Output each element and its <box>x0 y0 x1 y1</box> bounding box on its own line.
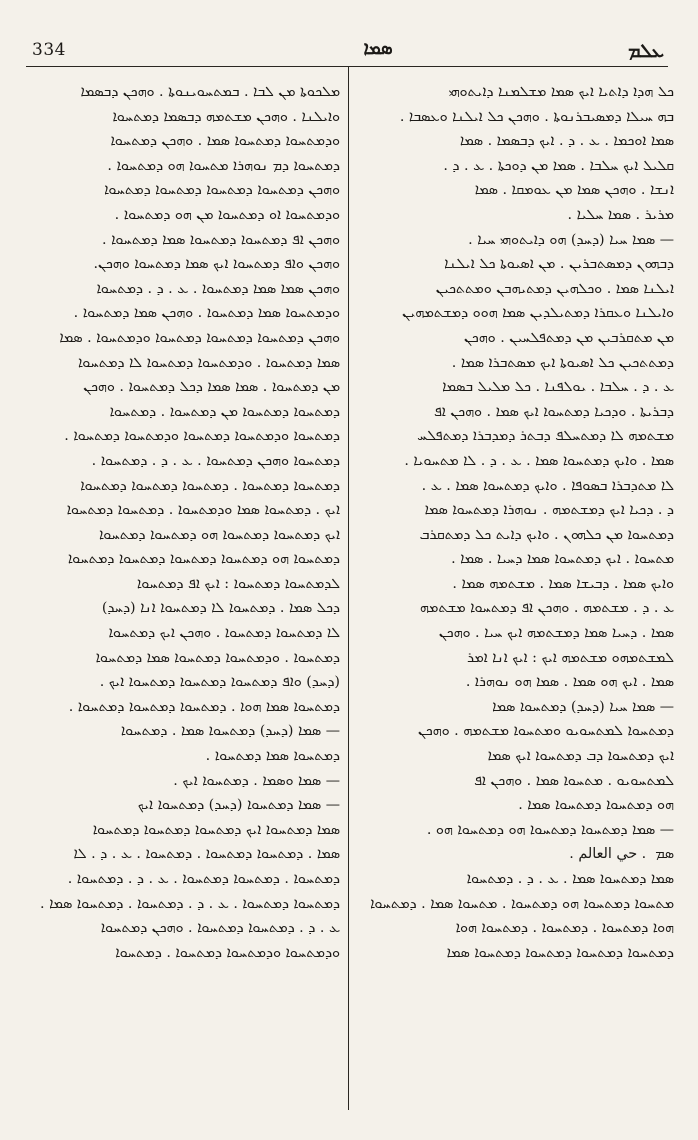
text-line: ܠܡܬܚܘܝܘ . ܡܬܚܘܐ ܣܡܐ . ܘܗܟܢ ܐܦ <box>474 772 674 789</box>
text-line: ܒܗ ܚܝܠܐ ܕܡܣܝܒܪܢܘܬܐ . ܘܗܟܢ ܟܠ ܐܝܠܢܐ ܘܥܣܒܐ . <box>399 108 674 125</box>
text-line: ܣܡܐ ܕܡܬܚܘܐ ܣܡܐ . ܥ . ܕ . ܕܡܬܚܘܐ <box>466 871 674 887</box>
text-line: ܡܫܬܡܗ ܠܐ ܕܡܬܚܠܦ ܕܒܬܪ ܕܡܕܒܪܐ ܕܡܬܦܠܚ <box>417 428 674 445</box>
text-line: ܕܡܬܚܘܐ ܣܡܐ ܗܘܐ . ܕܡܬܚܘܐ ܕܡܬܚܘܐ ܕܡܬܚܘܐ . <box>68 698 340 715</box>
text-line: — ܣܡܐ (ܕܚܕ) ܕܡܬܚܘܐ ܣܡܐ . ܕܡܬܚܘܐ <box>120 723 340 740</box>
text-line: ܡܬܚܘܐ . ܐܝܟ ܕܡܬܚܘܐ ܣܡܐ ܕܚܝܐ . ܣܡܐ . <box>451 551 674 568</box>
text-line: ܘܕܡܬܚܘܐ ܣܡܐ ܕܡܬܚܘܐ . ܘܗܟܢ ܣܡܐ ܕܡܬܚܘܐ . <box>73 305 340 322</box>
running-head <box>26 34 672 64</box>
text-line: ܣܡ ‌ . حي العالم . <box>569 846 674 863</box>
text-line: ܘܗܟܢ ܕܡܬܚܘܐ ܕܡܬܚܘܐ ܕܡܬܚܘܐ ܕܡܬܚܘܐ <box>104 182 340 199</box>
text-line: ܘܐܝܟ ܣܡܐ . ܕܒܝܫܐ ܣܡܐ . ܡܫܬܡܗ ܣܡܐ . <box>452 575 674 592</box>
text-line: ܕܡܬܚܘܐ ܘܗܟܢ ܕܡܬܚܘܐ . ܥ . ܕ . ܕܡܬܚܘܐ . <box>91 452 340 469</box>
text-line: ܡܬܚܘܐ ܕܡܬܚܘܐ ܗܘ ܕܡܬܚܘܐ . ܡܬܚܘܐ ܣܡܐ . ܕܡܬܚܘܐ <box>370 895 674 912</box>
text-line: ܣܡܐ ܕܡܬܚܘܐ ܐܝܟ ܕܡܬܚܘܐ ܕܡܬܚܘܐ ܕܡܬܚܘܐ <box>92 821 340 838</box>
text-line: ܠܐ ܡܬܕܒܪܐ ܒܣܘܦܐ . ܘܐܝܟ ܕܡܬܚܘܐ ܣܡܐ . ܥ . <box>421 477 674 494</box>
text-line: ܕܡܬܚܘܐ . ܕܡܬܚܘܐ ܕܡܬܚܘܐ . ܥ . ܕ . ܕܡܬܚܘܐ . <box>67 871 340 887</box>
text-line: ܠܐ ܕܡܬܚܘܐ ܕܡܬܚܘܐ . ܘܗܟܢ ܐܝܟ ܕܡܬܚܘܐ <box>108 625 340 642</box>
text-line: ܡܢ ܡܬܩܪܒܝܢ ܡܢ ܕܡܬܦܠܚܝܢ . ܘܗܟܢ <box>464 329 674 346</box>
text-line: ܕܒܗܘܢ ܕܡܣܬܒܪܝܢ . ܡܢ ܐܣܝܘܬܐ ܟܠ ܐܝܠܢܐ <box>444 256 674 273</box>
text-line: ܥ . ܕ . ܡܫܬܡܗ . ܘܗܟܢ ܐܦ ܕܡܬܚܘܐ ܡܫܬܡܗ <box>419 600 674 617</box>
text-line: — ܣܡܐ ܘܣܡܐ . ܕܡܬܚܘܐ ܐܝܟ . <box>173 772 340 789</box>
text-line: — ܣܡܐ ܕܡܬܚܘܐ ܕܡܬܚܘܐ ܗܘ ܕܡܬܚܘܐ ܗܘ . <box>426 821 674 838</box>
header-rule <box>26 66 668 67</box>
text-line: ܣܡܐ ܐܘܟܡܐ . ܥ . ܕ . ܐܝܟ ܕܒܣܡܐ . ܣܡܐ <box>459 133 674 150</box>
text-line: ܩܠܝܠ ܐܝܟ ܚܠܒܐ . ܣܡܐ ܡܢ ܕܘܟܬܐ . ܥ . ܕ . <box>443 157 674 174</box>
text-line: (ܕܚܕ) ܘܐܦ ܕܡܬܚܘܐ ܕܡܬܚܘܐ ܕܡܬܚܘܐ ܐܝܟ . <box>99 674 340 691</box>
text-line: ܣܡܐ ܕܡܬܚܘܐ . ܘܕܡܬܚܘܐ ܕܡܬܚܘܐ ܠܐ ܕܡܬܚܘܐ <box>77 354 340 371</box>
text-line: ܘܐܝܠܢܐ . ܘܗܟܢ ܡܫܬܡܗ ܕܒܣܡܐ ܕܡܬܚܘܐ <box>112 108 340 125</box>
text-line: ܘܗܟܢ ܣܡܐ ܣܡܐ ܕܡܬܚܘܐ . ܥ . ܕ . ܕܡܬܚܘܐ <box>96 280 340 297</box>
text-line: ܡܠܟܘܬܐ ܡܢ ܠܒܐ . ܒܡܬܚܘܝܢܘܬܐ . ܘܗܟܢ ܕܒܣܡܐ <box>80 84 340 100</box>
text-line: ܣܡܐ . ܕܚܝܐ ܣܡܐ ܕܡܫܬܡܗ ܐܝܟ ܚܝܐ . ܘܗܟܢ <box>438 625 674 642</box>
text-line: ܥ . ܕ . ܕܡܬܚܘܐ ܕܡܬܚܘܐ . ܘܗܟܢ ܕܡܬܚܘܐ <box>100 920 340 937</box>
text-line: ܕܡܬܚܘܐ ܘܕܡܬܚܘܐ ܕܡܬܚܘܐ ܘܕܡܬܚܘܐ ܕܡܬܚܘܐ . <box>64 428 340 445</box>
text-line: ܡܢ ܕܡܬܚܘܐ . ܣܡܐ ܣܡܐ ܕܟܠ ܕܡܬܚܘܐ . ܘܗܟܢ <box>83 379 340 396</box>
text-line: ܕܡܬܚܘܐ ܣܡܐ ܕܡܬܚܘܐ . <box>205 748 340 765</box>
text-line: ܣܡܐ . ܕܡܬܚܘܐ ܕܡܬܚܘܐ . ܕܡܬܚܘܐ . ܥ . ܕ . ܠܐ <box>73 846 340 863</box>
text-line: ܡܪܝܪ . ܣܡܐ ܚܠܝܐ . <box>567 206 674 223</box>
center-headword: ܣܡܐ <box>363 38 393 59</box>
text-line: ܣܡܐ . ܐܝܟ ܗܘ ܣܡܐ . ܣܡܐ ܗܘ ܢܘܗܪܐ . <box>465 674 674 691</box>
right-column <box>364 80 674 965</box>
text-line: ܘܕܡܬܚܘܐ ܐܘ ܕܡܬܚܘܐ ܡܢ ܗܘ ܕܡܬܚܘܐ . <box>114 206 340 223</box>
text-line: ܐܢܫܐ . ܘܗܟܢ ܣܡܐ ܡܢ ܥܘܡܩܐ . ܣܡܐ <box>474 182 674 199</box>
text-line: ܠܡܫܬܡܗܘ ܡܫܬܡܗ ܐܝܟ : ܐܝܟ ܐܢܐ ܐܡܪ <box>467 649 674 666</box>
text-line: — ܣܡܐ ܕܡܬܚܘܐ (ܕܚܕ) ܕܡܬܚܘܐ ܐܝܟ <box>137 797 340 814</box>
text-line: ܕܡܬܚܘܐ ܕܡ ܢܘܗܪܐ ܡܬܚܘܐ ܗܘ ܕܡܬܚܘܐ . <box>107 157 340 174</box>
text-line: ܕܡܬܚܘܐ ܕܡܬܚܘܐ . ܕܡܬܚܘܐ ܕܡܬܚܘܐ ܕܡܬܚܘܐ <box>80 477 340 494</box>
text-line: ܘܕܡܬܚܘܐ ܕܡܬܚܘܐ ܣܡܐ . ܘܗܟܢ ܕܡܬܚܘܐ <box>110 133 340 150</box>
text-line: ܕܡܬܚܘܐ . ܘܕܡܬܚܘܐ ܕܡܬܚܘܐ ܣܡܐ ܕܡܬܚܘܐ <box>95 649 340 666</box>
text-line: ܘܐܝܠܢܐ ܘܥܩܪܐ ܕܡܬܝܠܕܝܢ ܣܡܐ ܗܘܘ ܕܡܫܬܡܗܝܢ <box>402 305 674 322</box>
text-line: ܐܝܟ ܕܡܬܚܘܐ ܕܡܬܚܘܐ ܗܘ ܕܡܬܚܘܐ ܕܡܬܚܘܐ <box>98 526 340 543</box>
text-line: ܕܒܪܝܬܐ . ܘܕܟܝܐ ܕܡܬܚܘܐ ܐܝܟ ܣܡܐ . ܘܗܟܢ ܐܦ <box>433 403 674 420</box>
text-line: ܐܝܠܢܐ ܣܡܐ . ܘܟܠܗܝܢ ܕܡܬܝܗܒܢ ܘܡܬܬܟܝܢ <box>435 280 674 297</box>
text-line: ܗܘ ܕܡܬܚܘܐ ܕܡܬܚܘܐ ܣܡܐ . <box>518 797 674 814</box>
text-line: ܕܡܬܚܘܐ ܡܢ ܟܠܗܘܢ . ܘܐܝܟ ܕܐܝܬ ܟܠ ܕܡܬܩܪܒ <box>419 526 674 543</box>
text-line: ܕܡܬܚܘܐ ܕܡܬܚܘܐ . ܥ . ܕ . ܕܡܬܚܘܐ . ܕܡܬܚܘܐ ܣܡܐ . <box>40 895 340 912</box>
text-line: ܕܡܬܚܘܐ ܗܘ ܕܡܬܚܘܐ ܕܡܬܚܘܐ ܕܡܬܚܘܐ ܕܡܬܚܘܐ <box>67 551 340 568</box>
text-line: ܘܕܡܬܚܘܐ ܘܕܡܬܚܘܐ ܕܡܬܚܘܐ . ܕܡܬܚܘܐ <box>115 944 340 961</box>
text-line: ܕܡܬܚܘܐ ܠܡܬܚܘܝܘ ܘܡܬܚܘܐ ܡܫܬܡܗ . ܘܗܟܢ <box>417 723 674 740</box>
text-line: ܐܝܟ . ܕܡܬܚܘܐ ܣܡܐ ܘܕܡܬܚܘܐ . ܕܡܬܚܘܐ ܕܡܬܚܘܐ <box>66 502 340 519</box>
text-line: ܠܕܡܬܚܘܐ ܕܡܬܚܘܐ : ܐܝܟ ܐܦ ܕܡܬܚܘܐ <box>136 575 340 592</box>
right-headword: ܥܠܡ <box>628 40 664 62</box>
text-line: ܘܗܟܢ ܐܦ ܕܡܬܚܘܐ ܕܡܬܚܘܐ ܣܡܐ ܕܡܬܚܘܐ . <box>101 231 340 248</box>
left-column <box>30 80 340 965</box>
text-line: ܟܠ ܗܕܐ ܕܐܬܝܐ ܐܝܟ ܣܡܐ ܡܫܠܡܢܐ ܕܐܝܬܘܗܝ <box>448 84 674 100</box>
text-line: ܕܟܠ ܣܡܐ . ܕܡܬܚܘܐ ܠܐ ܕܡܬܚܘܐ ܐܢܐ (ܕܚܕ) <box>101 600 340 617</box>
page-number: 334 <box>32 40 66 60</box>
text-line: ܘܗܟܢ ܕܡܬܚܘܐ ܕܡܬܚܘܐ ܕܡܬܚܘܐ ܘܕܡܬܚܘܐ . ܣܡܐ <box>59 329 340 346</box>
text-line: ܘܗܟܢ ܘܐܦ ܕܡܬܚܘܐ ܐܝܟ ܣܡܐ ܕܡܬܚܘܐ ܘܗܟܢ. <box>93 256 340 273</box>
column-divider <box>348 66 349 1110</box>
text-line: ܕܡܬܚܘܐ ܕܡܬܚܘܐ ܕܡܬܚܘܐ ܕܡܬܚܘܐ ܣܡܐ <box>446 944 674 961</box>
text-line: — ܣܡܐ ܚܝܐ (ܕܚܕ) ܕܡܬܚܘܐ ܣܡܐ <box>492 698 674 715</box>
text-line: ܕ . ܕܟܝܐ ܐܝܟ ܕܡܫܬܡܗ . ܢܘܗܪܐ ܕܡܬܚܘܐ ܣܡܐ <box>424 502 674 519</box>
text-line: ܣܡܐ . ܘܐܝܟ ܕܡܬܚܘܐ ܣܡܐ . ܥ . ܕ . ܠܐ ܡܬܚܘܝܐ . <box>404 452 674 469</box>
text-line: ܕܡܬܬܟܝܢ ܟܠ ܐܣܝܘܬܐ ܐܝܟ ܡܣܬܒܪܐ ܣܡܐ . <box>451 354 674 371</box>
text-line: — ܣܡܐ ܚܝܐ (ܕܚܕ) ܗܘ ܕܐܝܬܘܗܝ ܚܝܐ . <box>468 231 674 248</box>
text-line: ܐܝܟ ܕܡܬܚܘܐ ܕܒ ܕܡܬܚܘܐ ܐܝܟ ܣܡܐ <box>487 748 674 765</box>
text-line: ܕܡܬܚܘܐ ܕܡܬܚܘܐ ܡܢ ܕܡܬܚܘܐ . ܕܡܬܚܘܐ <box>109 403 340 420</box>
text-line: ܥ . ܕ . ܚܠܒܐ . ܝܘܠܦܢܐ . ܟܠ ܡܠܝܠ ܒܣܡܐ <box>442 379 674 396</box>
text-line: ܗܘܐ ܕܡܬܚܘܐ . ܕܡܬܚܘܐ . ܕܡܬܚܘܐ ܗܘܐ <box>455 920 674 937</box>
